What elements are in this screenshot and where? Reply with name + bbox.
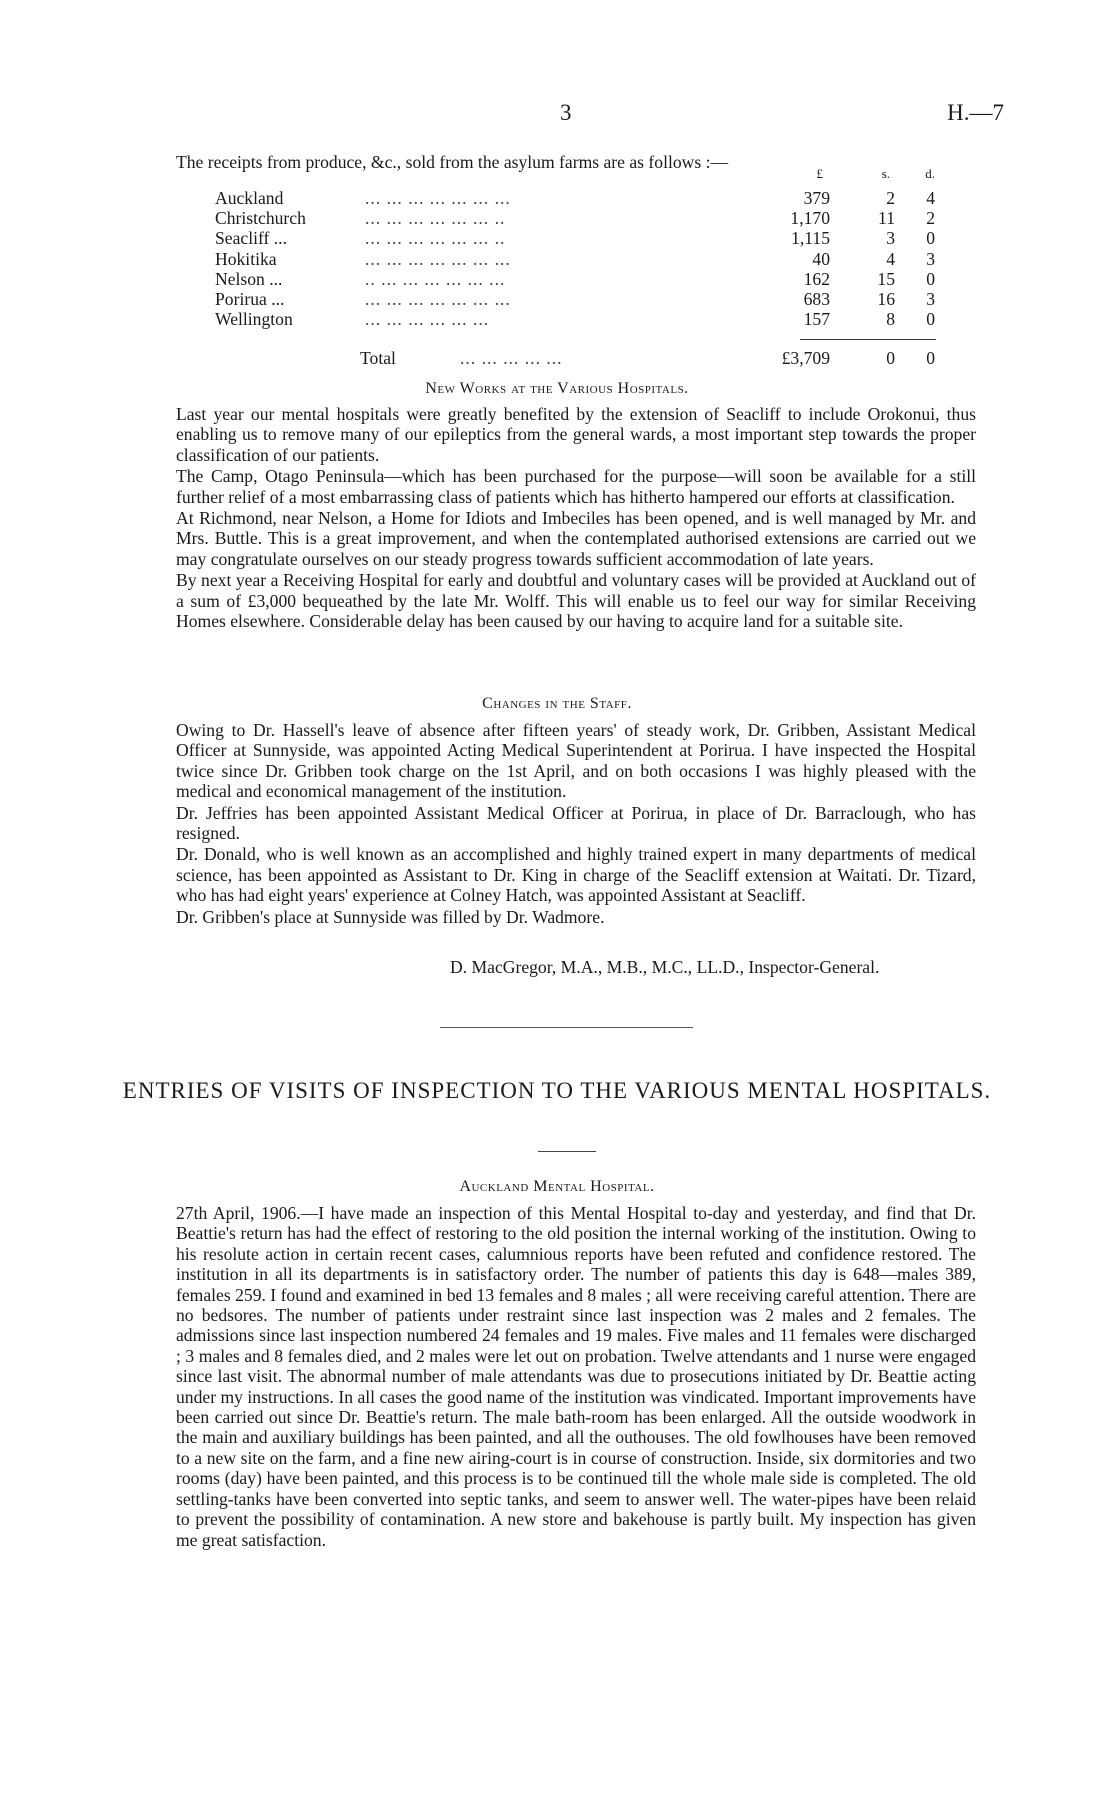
row-shillings: 11 [878, 208, 895, 229]
leader-dots: ... ... ... ... ... ... ... [365, 188, 511, 208]
leader-dots: ... ... ... ... ... ... .. [365, 208, 506, 229]
row-pounds: 162 [803, 268, 830, 289]
staff-body [176, 720, 976, 927]
row-shillings: 8 [886, 309, 895, 330]
row-pounds: 379 [803, 188, 830, 208]
paragraph: Dr. Jeffries has been appointed Assistant Medical Officer at Porirua, in place of Dr. Barraclough, who has resigned. [176, 802, 976, 844]
row-pence: 0 [926, 228, 935, 249]
leader-dots: .. ... ... ... ... ... ... [365, 268, 506, 289]
signature: D. MacGregor, M.A., M.B., M.C., LL.D., Inspector-General. [450, 957, 880, 977]
title-rule [538, 1151, 596, 1152]
currency-head-shillings: s. [881, 166, 890, 181]
total-shillings: 0 [886, 348, 895, 368]
main-title: ENTRIES OF VISITS OF INSPECTION TO THE VARIOUS MENTAL HOSPITALS. [122, 1078, 992, 1103]
row-pounds: 157 [803, 309, 830, 330]
table-row [215, 208, 935, 228]
leader-dots: ... ... ... ... ... ... .. [365, 228, 506, 249]
paragraph: Last year our mental hospitals were greatly benefited by the extension of Seacliff to include Orokonui, thus enabling us to remove many of our epileptics from the general wards, a most important step towards the proper classification of our patients. [176, 404, 976, 465]
currency-headings [215, 166, 935, 180]
table-row [215, 289, 935, 309]
row-pounds: 1,170 [790, 208, 830, 229]
heading-new-works: New Works at the Various Hospitals. [425, 380, 689, 397]
row-hospital-name: Christchurch [215, 208, 306, 229]
receipts-table [215, 188, 935, 329]
heading-staff-changes: Changes in the Staff. [482, 695, 632, 712]
row-hospital-name: Nelson ... [215, 268, 283, 289]
row-shillings: 2 [886, 188, 895, 208]
table-row [215, 309, 935, 329]
currency-head-pounds: £ [816, 166, 823, 181]
row-pence: 3 [926, 288, 935, 309]
row-hospital-name: Hokitika [215, 248, 277, 269]
total-rule [800, 339, 936, 340]
row-hospital-name: Auckland [215, 188, 284, 208]
table-row [215, 249, 935, 269]
table-row [215, 188, 935, 208]
row-pounds: 40 [812, 248, 830, 269]
table-row [215, 228, 935, 248]
leader-dots: ... ... ... ... ... ... ... [365, 288, 511, 309]
paragraph: Dr. Donald, who is well known as an accomplished and highly trained expert in many departments of medical science, has been appointed as Assistant to Dr. King in charge of the Seacliff extension at Waitati. Dr. Tizard, who has had eight years' experience at Colney Hatch, was appointed Assistant at Seacliff. [176, 844, 976, 906]
paragraph: By next year a Receiving Hospital for early and doubtful and voluntary cases will be provided at Auckland out of a sum of £3,000 bequeathed by the late Mr. Wolff. This will enable us to feel our way for similar Receiving Homes elsewhere. Considerable delay has been caused by our having to acquire land for a suitable site. [176, 570, 976, 632]
paragraph: 27th April, 1906.—I have made an inspection of this Mental Hospital to-day and yesterday, and find that Dr. Beattie's return has had the effect of restoring to the old position the internal working of the institution. Owing to his resolute action in certain recent cases, calumnious reports have been refuted and confidence restored. The institution in all its departments is in satisfactory order. The number of patients this day is 648—males 389, females 259. I found and examined in bed 13 females and 8 males ; all were receiving careful attention. There are no bedsores. The number of patients under restraint since last inspection was 2 males and 2 females. The admissions since last inspection numbered 24 females and 19 males. Five males and 11 females were discharged ; 3 males and 8 females died, and 2 males were let out on probation. Twelve attendants and 1 nurse were engaged since last visit. The abnormal number of male attendants was due to prosecutions initiated by Dr. Beattie acting under my instructions. In all cases the good name of the institution was vindicated. Important improvements have been carried out since Dr. Beattie's return. The male bath-room has been enlarged. All the outside woodwork in the main and auxiliary buildings has been painted, and all the outhouses. The old fowlhouses have been removed to a new site on the farm, and a fine new airing-court is in course of construction. Inside, six dormitories and two rooms (day) have been painted, and this process is to be continued till the whole male side is completed. The old settling-tanks have been converted into septic tanks, and seem to answer well. The water-pipes have been relaid to prevent the possibility of contamination. A new store and bakehouse is partly built. My inspection has given me great satisfaction. [176, 1203, 976, 1550]
row-shillings: 4 [886, 248, 895, 269]
row-pounds: 683 [803, 288, 830, 309]
paragraph: Owing to Dr. Hassell's leave of absence after fifteen years' of steady work, Dr. Gribben, Assistant Medical Officer at Sunnyside, was appointed Acting Medical Superintendent at Porirua. I have inspected the Hospital twice since Dr. Gribben took charge on the 1st April, and on both occasions I was highly pleased with the medical and economical management of the institution. [176, 720, 976, 802]
currency-head-pence: d. [925, 166, 935, 181]
row-pounds: 1,115 [791, 228, 830, 249]
leader-dots: ... ... ... ... ... ... ... [365, 248, 511, 269]
row-shillings: 15 [877, 268, 895, 289]
table-row [215, 269, 935, 289]
row-pence: 3 [926, 248, 935, 269]
leader-dots: ... ... ... ... ... [460, 348, 563, 368]
row-pence: 4 [926, 188, 935, 208]
row-hospital-name: Porirua ... [215, 288, 285, 309]
page-header [0, 100, 1114, 130]
row-shillings: 3 [886, 228, 895, 249]
row-shillings: 16 [877, 288, 895, 309]
section-divider [440, 1027, 693, 1028]
paragraph: At Richmond, near Nelson, a Home for Idiots and Imbeciles has been opened, and is well managed by Mr. and Mrs. Buttle. This is a great improvement, and when the contemplated authorised extensions are carried out we may congratulate ourselves on our steady progress towards sufficient accommodation of late years. [176, 508, 976, 569]
paragraph: Dr. Gribben's place at Sunnyside was filled by Dr. Wadmore. [176, 906, 605, 927]
auckland-body [176, 1203, 976, 1550]
row-pence: 2 [926, 208, 935, 229]
row-pence: 0 [926, 268, 935, 289]
total-pence: 0 [926, 348, 935, 368]
new-works-body [176, 404, 976, 631]
total-row [360, 348, 935, 370]
page-number: 3 [560, 100, 572, 125]
receipts-intro: The receipts from produce, &c., sold from the asylum farms are as follows :— [176, 152, 729, 172]
row-pence: 0 [926, 309, 935, 330]
paragraph: The Camp, Otago Peninsula—which has been purchased for the purpose—will soon be available for a still further relief of a most embarrassing class of patients which has hitherto hampered our efforts at classification. [176, 466, 976, 507]
document-reference: H.—7 [947, 100, 1004, 125]
leader-dots: ... ... ... ... ... ... [365, 309, 490, 330]
total-label: Total [360, 348, 396, 368]
total-pounds: £3,709 [781, 348, 830, 368]
row-hospital-name: Wellington [215, 309, 293, 330]
row-hospital-name: Seacliff ... [215, 228, 287, 249]
heading-auckland-hospital: Auckland Mental Hospital. [459, 1178, 655, 1195]
